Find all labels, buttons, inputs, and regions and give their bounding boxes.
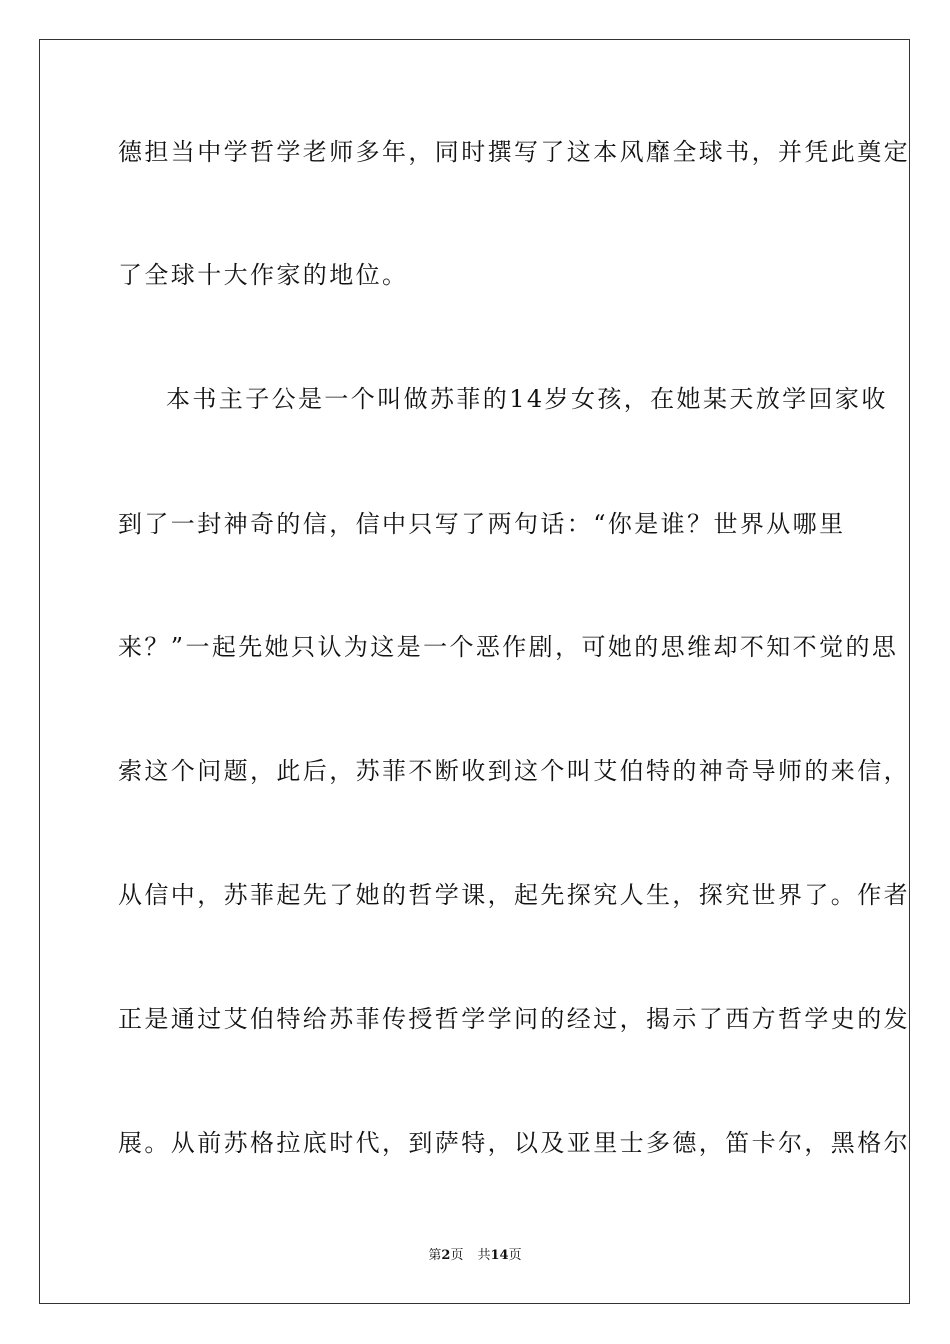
body-text-line-9: 展。从前苏格拉底时代，到萨特，以及亚里士多德，笛卡尔，黑格尔	[118, 1129, 910, 1157]
body-text-line-1: 德担当中学哲学老师多年，同时撰写了这本风靡全球书，并凭此奠定	[118, 138, 910, 166]
body-text-line-4: 到了一封神奇的信，信中只写了两句话：“你是谁？世界从哪里	[118, 510, 846, 538]
body-text-line-5: 来？”一起先她只认为这是一个恶作剧，可她的思维却不知不觉的思	[118, 633, 899, 661]
paragraph-start-line: 本书主子公是一个叫做苏菲的14岁女孩，在她某天放学回家收	[166, 385, 888, 413]
footer-page-number: 2	[441, 1248, 451, 1263]
body-text-line-7: 从信中，苏菲起先了她的哲学课，起先探究人生，探究世界了。作者	[118, 881, 910, 909]
footer-page-prefix: 第	[428, 1248, 442, 1263]
footer-total-pages: 14	[490, 1248, 509, 1263]
footer-total-suffix: 页	[508, 1248, 522, 1263]
footer-page-suffix: 页	[450, 1248, 464, 1263]
footer-total-prefix: 共	[477, 1248, 491, 1263]
page-footer	[0, 1247, 950, 1265]
body-text-line-2: 了全球十大作家的地位。	[118, 261, 409, 289]
body-text-line-8: 正是通过艾伯特给苏菲传授哲学学问的经过，揭示了西方哲学史的发	[118, 1005, 910, 1033]
body-text-line-6: 索这个问题，此后，苏菲不断收到这个叫艾伯特的神奇导师的来信，	[118, 757, 910, 785]
page-frame	[39, 39, 910, 1304]
